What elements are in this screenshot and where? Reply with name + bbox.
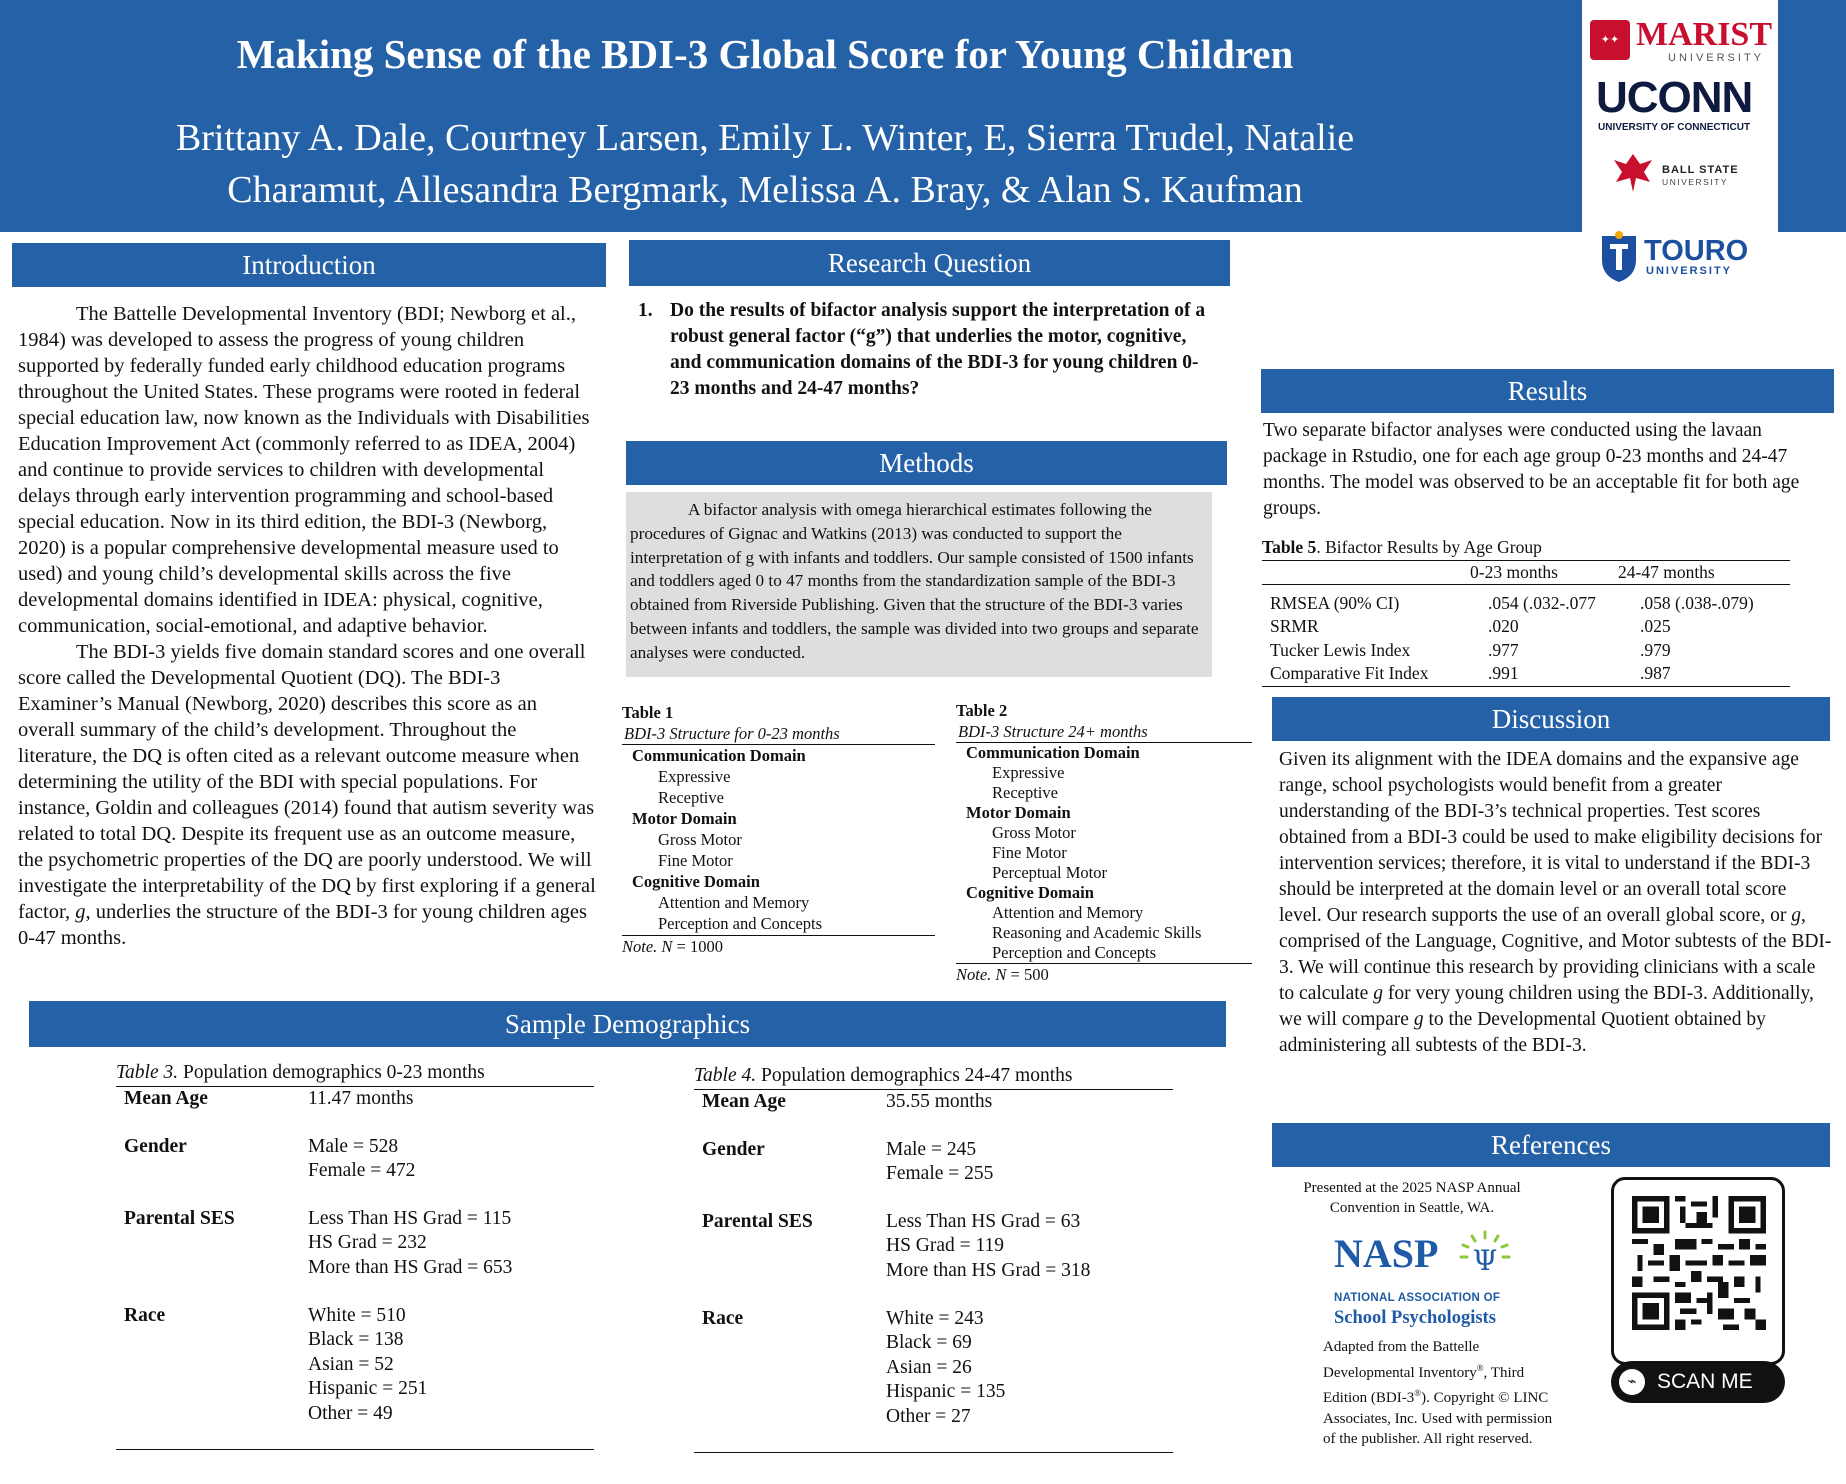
- table-1-body: [622, 745, 935, 936]
- table-1-note: Note. N = 1000: [622, 937, 723, 956]
- table-row: [1262, 615, 1790, 639]
- subdomain-label: Expressive: [658, 767, 731, 786]
- qr-code-icon[interactable]: [1632, 1196, 1766, 1330]
- table-1-label: Table 1: [622, 703, 674, 722]
- demographic-value: HS Grad = 232: [308, 1232, 427, 1253]
- nasp-logo: NASP Ψ NATIONAL ASSOCIATION OF School Psychologists: [1334, 1230, 1524, 1330]
- discussion-text: Given its alignment with the IDEA domains and the expansive age range, school psychologists would benefit from a greater understanding of the BDI-3’s technical properties. Test scores obtained from a BDI-3 could be used to make eligibility decisions for intervention services; therefore, it is vital to understand if the BDI-3 should be interpreted at the domain level or an overall total score level. Our research supports the use of an overall global score, or g, comprised of the Language, Cognitive, and Motor subtests of the BDI-3. We will continue this research by providing clinicians with a scale to calculate g for very young children using the BDI-3. Additionally, we will compare g to the Developmental Quotient obtained by administering all subtests of the BDI-3.: [1279, 749, 1832, 1056]
- methods-heading: Methods: [626, 441, 1227, 485]
- fit-value-24-47: .979: [1640, 639, 1671, 660]
- table-2-label: Table 2: [956, 701, 1008, 720]
- copyright-note: Adapted from the Battelle Developmental Inventory®, Third Edition (BDI-3®). Copyright © LINC Associates, Inc. Used with permission of the publisher. All right reserved.: [1323, 1339, 1553, 1447]
- table-4: [694, 1064, 1173, 1453]
- subdomain-label: Attention and Memory: [992, 903, 1144, 922]
- demographic-value: 35.55 months: [886, 1090, 993, 1112]
- domain-label: Communication Domain: [966, 743, 1140, 762]
- fit-value-24-47: .987: [1640, 663, 1671, 683]
- fit-index-name: Comparative Fit Index: [1270, 663, 1429, 683]
- table-5: [1262, 536, 1790, 687]
- domain-label: Cognitive Domain: [632, 872, 760, 891]
- table-3-body: [116, 1087, 594, 1450]
- subdomain-label: Gross Motor: [992, 823, 1076, 842]
- uconn-logo: UCONN UNIVERSITY OF CONNECTICUT: [1596, 73, 1753, 133]
- research-question-item: [638, 298, 1228, 402]
- demographic-value: More than HS Grad = 318: [886, 1259, 1091, 1281]
- table-1: [622, 702, 935, 957]
- poster-authors: [0, 112, 1530, 216]
- demographic-value: Hispanic = 135: [886, 1381, 1006, 1402]
- table-1-caption: BDI-3 Structure for 0-23 months: [622, 723, 935, 745]
- demographic-value: Female = 255: [886, 1163, 994, 1184]
- authors-line-2: Charamut, Allesandra Bergmark, Melissa A. Bray, & Alan S. Kaufman: [227, 169, 1303, 211]
- demographic-value: Less Than HS Grad = 63: [886, 1210, 1081, 1232]
- qr-code-frame[interactable]: [1611, 1177, 1785, 1365]
- fit-value-0-23: .020: [1488, 616, 1519, 636]
- demographic-value: Hispanic = 251: [308, 1378, 428, 1399]
- table-2-body: [956, 743, 1252, 964]
- fit-index-name: Tucker Lewis Index: [1270, 639, 1411, 660]
- demographic-category-label: Race: [124, 1304, 166, 1326]
- subdomain-label: Gross Motor: [658, 830, 742, 849]
- subdomain-label: Perception and Concepts: [658, 914, 823, 933]
- table-5-col-0-23: 0-23 months: [1470, 561, 1558, 582]
- subdomain-label: Attention and Memory: [658, 893, 810, 912]
- introduction-heading: Introduction: [12, 243, 606, 287]
- cardinal-icon: [1610, 150, 1656, 196]
- table-row: [1262, 662, 1790, 686]
- demographic-category-label: Gender: [702, 1138, 765, 1160]
- methods-box: [626, 492, 1212, 677]
- poster-title: Making Sense of the BDI-3 Global Score for Young Children: [236, 31, 1294, 77]
- domain-label: Motor Domain: [966, 803, 1071, 822]
- table-5-col-24-47: 24-47 months: [1618, 561, 1715, 582]
- subdomain-label: Reasoning and Academic Skills: [992, 923, 1202, 942]
- fit-index-name: RMSEA (90% CI): [1270, 592, 1400, 613]
- scan-me-button[interactable]: [1611, 1361, 1785, 1403]
- subdomain-label: Perception and Concepts: [992, 943, 1157, 962]
- table-5-header-row: [1262, 561, 1790, 585]
- demographic-category-label: Parental SES: [124, 1207, 235, 1229]
- demographic-value: Other = 27: [886, 1405, 971, 1427]
- demographic-value: White = 243: [886, 1307, 984, 1329]
- demographic-value: Male = 245: [886, 1138, 977, 1160]
- marist-logo: ✦✦ MARIST UNIVERSITY: [1590, 18, 1770, 64]
- demographic-value: Other = 49: [308, 1402, 393, 1424]
- results-text: Two separate bifactor analyses were conducted using the lavaan package in Rstudio, one for each age group 0-23 months and 24-47 months. The model was observed to be an acceptable fit for both age groups.: [1263, 420, 1800, 519]
- research-question-heading: Research Question: [629, 240, 1230, 286]
- demographic-value: Less Than HS Grad = 115: [308, 1207, 512, 1229]
- psi-sunburst-icon: [1458, 1230, 1512, 1278]
- references-heading: References: [1272, 1123, 1830, 1167]
- table-5-title: Table 5. Bifactor Results by Age Group: [1262, 536, 1790, 561]
- table-5-body: [1262, 585, 1790, 687]
- fit-index-name: SRMR: [1270, 616, 1319, 636]
- scan-me-label: SCAN ME: [1657, 1370, 1753, 1393]
- table-3: [116, 1061, 594, 1450]
- authors-line-1: Brittany A. Dale, Courtney Larsen, Emily L. Winter, E, Sierra Trudel, Natalie: [175, 117, 1355, 159]
- domain-label: Communication Domain: [632, 746, 806, 765]
- link-icon: ⌁: [1619, 1369, 1645, 1395]
- fit-value-0-23: .991: [1488, 663, 1519, 683]
- domain-label: Motor Domain: [632, 809, 737, 828]
- table-4-body: [694, 1090, 1173, 1453]
- table-row: [1262, 592, 1790, 616]
- presented-note: Presented at the 2025 NASP Annual Convention in Seattle, WA.: [1303, 1180, 1521, 1216]
- research-question-text: Do the results of bifactor analysis support the interpretation of a robust general factor (“g”) that underlies the motor, cognitive, and communication domains of the BDI-3 for young children 0-23 months and 24-47 months?: [670, 300, 1206, 399]
- methods-text: A bifactor analysis with omega hierarchical estimates following the procedures of Gignac and Watkins (2013) was conducted to support the interpretation of g with infants and toddlers. Our sample consisted of 1500 infants and toddlers aged 0 to 47 months from the standardization sample of the BDI-3 obtained from Riverside Publishing. Given that the structure of the BDI-3 varies between infants and toddlers, the sample was divided into two groups and separate analyses were conducted.: [630, 500, 1199, 662]
- introduction-body: [18, 301, 598, 951]
- demographic-category-label: Gender: [124, 1135, 187, 1157]
- demographic-value: Female = 472: [308, 1160, 416, 1181]
- fit-value-0-23: .977: [1488, 639, 1519, 660]
- ball-state-logo: BALL STATE UNIVERSITY: [1610, 150, 1770, 196]
- demographic-value: White = 510: [308, 1304, 406, 1326]
- demographic-value: 11.47 months: [308, 1087, 414, 1109]
- touro-shield-icon: [1598, 230, 1640, 282]
- table-row: [1262, 639, 1790, 663]
- subdomain-label: Perceptual Motor: [992, 863, 1108, 882]
- domain-label: Cognitive Domain: [966, 883, 1094, 902]
- subdomain-label: Receptive: [992, 783, 1058, 802]
- demographic-category-label: Race: [702, 1307, 744, 1329]
- marist-crest-icon: ✦✦: [1590, 20, 1630, 60]
- subdomain-label: Expressive: [992, 763, 1065, 782]
- touro-logo: TOURO UNIVERSITY: [1598, 230, 1778, 282]
- table-3-caption: Table 3. Population demographics 0-23 months: [116, 1061, 594, 1087]
- demographic-value: Asian = 26: [886, 1356, 972, 1378]
- svg-text:Ψ: Ψ: [1472, 1244, 1498, 1277]
- fit-value-0-23: .054 (.032-.077: [1488, 592, 1596, 613]
- demographic-value: Asian = 52: [308, 1353, 394, 1375]
- subdomain-label: Fine Motor: [992, 843, 1067, 862]
- table-4-caption: Table 4. Population demographics 24-47 months: [694, 1064, 1173, 1090]
- demographic-value: Black = 138: [308, 1329, 404, 1350]
- subdomain-label: Fine Motor: [658, 851, 733, 870]
- introduction-paragraph-1: The Battelle Developmental Inventory (BDI; Newborg et al., 1984) was developed to assess the progress of young children supported by federally funded early childhood education programs throughout the United States. These programs were rooted in federal special education law, now known as the Individuals with Disabilities Education Improvement Act (commonly referred to as IDEA, 2004) and continue to provide services to children with developmental delays through early intervention programming and school-based special education. Now in its third edition, the BDI-3 (Newborg, 2020) is a popular comprehensive developmental measure used to used) and young child’s developmental skills across the five developmental domains identified in IDEA: physical, cognitive, communication, social-emotional, and adaptive behavior.: [18, 303, 590, 637]
- table-2-note: Note. N = 500: [956, 965, 1049, 984]
- demographic-value: HS Grad = 119: [886, 1235, 1005, 1256]
- demographic-category-label: Mean Age: [124, 1087, 208, 1109]
- table-2: [956, 700, 1252, 985]
- demographic-value: More than HS Grad = 653: [308, 1256, 513, 1278]
- discussion-heading: Discussion: [1272, 697, 1830, 741]
- fit-value-24-47: .025: [1640, 616, 1671, 636]
- table-2-caption: BDI-3 Structure 24+ months: [956, 721, 1252, 743]
- introduction-paragraph-2: The BDI-3 yields five domain standard scores and one overall score called the Developmental Quotient (DQ). The BDI-3 Examiner’s Manual (Newborg, 2020) describes this score as an overall summary of the child’s development. Throughout the literature, the DQ is often cited as a relevant outcome measure when determining the utility of the BDI with special populations. For instance, Goldin and colleagues (2014) found that autism severity was related to total DQ. Despite its frequent use as an outcome measure, the psychometric properties of the DQ are poorly understood. We will investigate the interpretability of the DQ by first exploring if a general factor, g, underlies the structure of the BDI-3 for young children ages 0-47 months.: [18, 641, 596, 949]
- fit-value-24-47: .058 (.038-.079): [1640, 592, 1754, 613]
- subdomain-label: Receptive: [658, 788, 724, 807]
- demographic-category-label: Mean Age: [702, 1090, 786, 1112]
- demographic-value: Black = 69: [886, 1332, 972, 1353]
- sample-demographics-heading: Sample Demographics: [29, 1001, 1226, 1047]
- research-question-number: 1.: [638, 300, 653, 321]
- results-heading: Results: [1261, 369, 1834, 413]
- demographic-value: Male = 528: [308, 1135, 399, 1157]
- demographic-category-label: Parental SES: [702, 1210, 813, 1232]
